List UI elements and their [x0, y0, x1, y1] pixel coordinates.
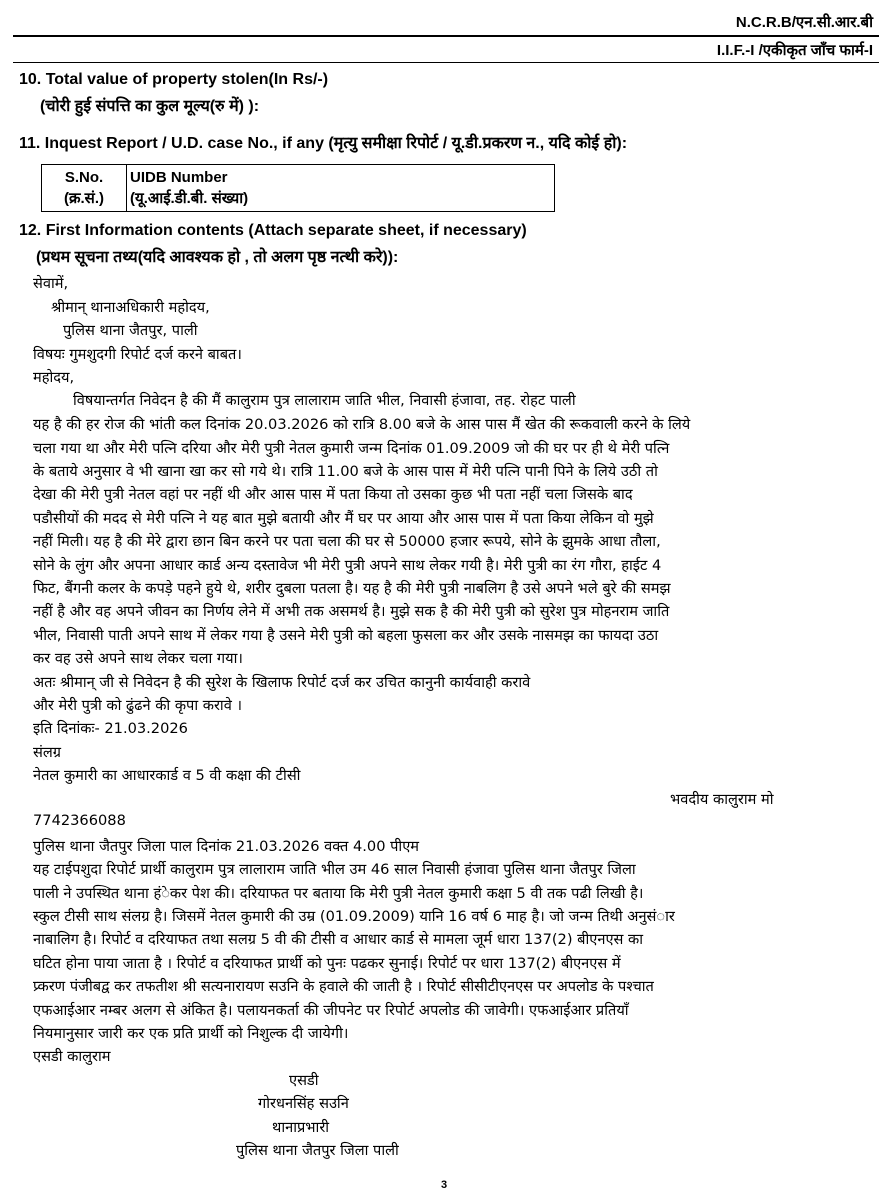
letter-line: सोने के लुंग और अपना आधार कार्ड अन्य दस्तावेज भी मेरी पुत्री अपने साथ लेकर गयी है। मेरी पुत्री का रंग गौरा, हाईट 4 [33, 557, 662, 574]
signature-line: एसडी [289, 1072, 319, 1089]
uidb-table [41, 164, 555, 212]
sno-label: S.No. [64, 169, 104, 186]
letter-line: सेवामें, [33, 275, 69, 292]
letter-line: विषयः गुमशुदगी रिपोर्ट दर्ज करने बाबत। [33, 346, 242, 363]
letter-line: देखा की मेरी पुत्री नेतल वहां पर नहीं थी और आस पास में पता किया तो उसका कुछ भी पता नहीं चला जिसके बाद [33, 486, 633, 503]
letter-line: संलग्र [33, 744, 61, 761]
endorsement-line: एसडी कालुराम [33, 1048, 111, 1065]
letter-line: पडौसीयों की मदद से मेरी पत्नि ने यह बात मुझे बतायी और मैं घर पर आया और आस पास में पता किया लेकिन वो मुझे [33, 510, 654, 527]
letter-signoff: भवदीय कालुराम मो [670, 791, 774, 808]
item12-label-hi: (प्रथम सूचना तथ्य(यदि आवश्यक हो , तो अलग पृष्ठ नत्थी करे)): [36, 249, 399, 266]
letter-line: नहीं है और वह अपने जीवन का निर्णय लेने में अभी तक असमर्थ है। मुझे सक है की मेरी पुत्री को सुरेश पुत्र मोहनराम जाति [33, 603, 670, 620]
page-number: 3 [441, 1179, 448, 1191]
letter-line: श्रीमान् थानाअधिकारी महोदय, [51, 299, 210, 316]
uidb-header [127, 165, 555, 212]
endorsement-line: नियमानुसार जारी कर एक प्रति प्रार्थी को निशुल्क दी जायेगी। [33, 1025, 349, 1042]
item10-label: 10. Total value of property stolen(In Rs/-) [19, 71, 329, 88]
sno-label-hi: (क्र.सं.) [64, 190, 104, 207]
endorsement-line: पाली ने उपस्थित थाना हं◌ेकर पेश की। दरियाफत पर बताया कि मेरी पुत्री नेतल कुमारी कक्षा 5 वी तक पढी लिखी है। [33, 885, 644, 902]
letter-line: यह है की हर रोज की भांती कल दिनांक 20.03.2026 को रात्रि 8.00 बजे के आस पास मैं खेत की रूकवाली करने के लिये [33, 416, 691, 433]
endorsement-line: यह टाईपशुदा रिपोर्ट प्रार्थी कालुराम पुत्र लालाराम जाति भील उम 46 साल निवासी हंजावा पुलिस थाना जैतपुर जिला [33, 861, 636, 878]
signature-line: पुलिस थाना जैतपुर जिला पाली [236, 1142, 399, 1159]
uidb-label: UIDB Number [130, 169, 228, 186]
letter-phone: 7742366088 [33, 812, 126, 829]
endorsement-line: घटित होना पाया जाता है । रिपोर्ट व दरियाफत प्रार्थी को पुनः पढकर सुनाई। रिपोर्ट पर धारा 137(2) बीएनएस में [33, 955, 621, 972]
signature-line: थानाप्रभारी [272, 1119, 330, 1136]
letter-line: और मेरी पुत्री को ढुंढने की कृपा करावे । [33, 697, 242, 714]
endorsement-line: प्र्करण पंजीबद्व कर तफतीश श्री सत्यनारायण सउनि के हवाले की जाती है । रिपोर्ट सीसीटीएनएस पर अपलोड के पश्चात [33, 978, 654, 995]
uidb-label-hi: (यू.आई.डी.बी. संख्या) [130, 190, 249, 207]
item10-label-hi: (चोरी हुई संपत्ति का कुल मूल्य(रु में) ): [40, 98, 260, 115]
letter-line: अतः श्रीमान् जी से निवेदन है की सुरेश के खिलाफ रिपोर्ट दर्ज कर उचित कानुनी कार्यवाही करावे [33, 674, 531, 691]
letter-line: विषयान्तर्गत निवेदन है की मैं कालुराम पुत्र लालाराम जाति भील, निवासी हंजावा, तह. रोहट पाली [73, 392, 576, 409]
header-rule-top [13, 35, 879, 37]
letter-line: नेतल कुमारी का आधारकार्ड व 5 वी कक्षा की टीसी [33, 767, 301, 784]
header-rule-bottom [13, 62, 879, 63]
endorsement-line: स्कुल टीसी साथ संलग्र है। जिसमें नेतल कुमारी की उम्र (01.09.2009) यानि 16 वर्ष 6 माह है। जो जन्म तिथी अनुसं◌ार [33, 908, 675, 925]
letter-line: नहीं मिली। यह है की मेरे द्वारा छान बिन करने पर पता चला की घर से 50000 हजार रूपये, सोने के झुमके आधा तौला, [33, 533, 661, 550]
letter-line: भील, निवासी पाती अपने साथ में लेकर गया है उसने मेरी पुत्री को बहला फुसला कर और उसके नासमझ का फायदा उठा [33, 627, 659, 644]
endorsement-line: पुलिस थाना जैतपुर जिला पाल दिनांक 21.03.2026 वक्त 4.00 पीएम [33, 838, 420, 855]
letter-line: फिट, बैंगनी कलर के कपड़े पहने हुये थे, शरीर दुबला पतला है। यह है की मेरी पुत्री नाबलिग है उसे अपने भले बुरे की समझ [33, 580, 671, 597]
item11-label: 11. Inquest Report / U.D. case No., if any (मृत्यु समीक्षा रिपोर्ट / यू.डी.प्रकरण न., यदि कोई हो): [19, 135, 628, 152]
ncrb-header: N.C.R.B/एन.सी.आर.बी [735, 14, 873, 31]
form-header: I.I.F.-I /एकीकृत जाँच फार्म-I [716, 42, 873, 59]
signature-line: गोरधनसिंह सउनि [258, 1095, 349, 1112]
letter-line: कर वह उसे अपने साथ लेकर चला गया। [33, 650, 243, 667]
endorsement-line: नाबालिग है। रिपोर्ट व दरियाफत तथा सलग्र 5 वी की टीसी व आधार कार्ड से मामला जूर्म धारा 137(2) बीएनएस का [33, 931, 644, 948]
letter-line: के बताये अनुसार वे भी खाना खा कर सो गये थे। रात्रि 11.00 बजे के आस पास में मेरी पत्नि पानी पिने के लिये उठी तो [33, 463, 658, 480]
letter-line: चला गया था और मेरी पत्नि दरिया और मेरी पुत्री नेतल कुमारी जन्म दिनांक 01.09.2009 जो की घर पर ही थे मेरी पत्नि [33, 440, 670, 457]
letter-line: पुलिस थाना जैतपुर, पाली [63, 322, 198, 339]
endorsement-line: एफआईआर नम्बर अलग से अंकित है। पलायनकर्ता की जीपनेट पर रिपोर्ट अपलोड की जावेगी। एफआईआर प्रतियॉं [33, 1002, 629, 1019]
sno-header [42, 165, 127, 212]
letter-line: इति दिनांकः- 21.03.2026 [33, 720, 188, 737]
item12-label: 12. First Information contents (Attach separate sheet, if necessary) [19, 222, 527, 239]
letter-line: महोदय, [33, 369, 75, 386]
